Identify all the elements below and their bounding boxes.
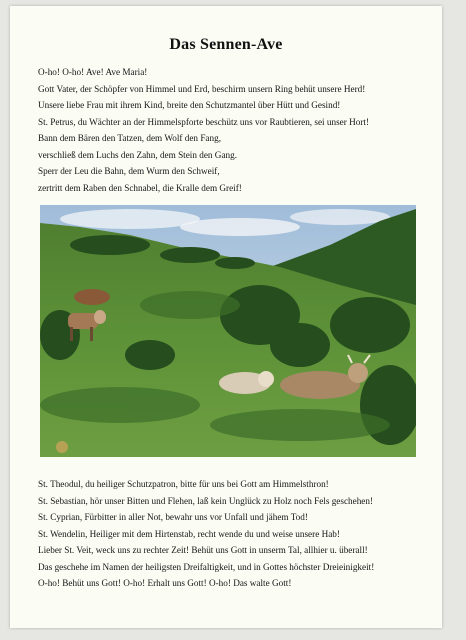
- poem-title: Das Sennen-Ave: [169, 36, 283, 53]
- verse-line: Bann dem Bären den Tatzen, dem Wolf den Fang,: [38, 133, 221, 143]
- cows-on-meadow-image: [40, 205, 416, 457]
- verse-line: St. Wendelin, Heiliger mit dem Hirtenstab, recht wende du und weise unsere Hab!: [38, 528, 340, 539]
- verse-line: O-ho! O-ho! Ave! Ave Maria!: [38, 67, 148, 77]
- top-verse: [38, 64, 438, 196]
- verse-line: St. Sebastian, hör unser Bitten und Flehen, laß kein Unglück zu Holz noch Fels geschehen!: [38, 495, 374, 506]
- postcard: [10, 6, 442, 628]
- verse-line: St. Theodul, du heiliger Schutzpatron, bitte für uns bei Gott am Himmelsthron!: [38, 479, 329, 489]
- verse-line: O-ho! Behüt uns Gott! O-ho! Erhalt uns Gott! O-ho! Das walte Gott!: [38, 578, 292, 588]
- verse-line: Sperr der Leu die Bahn, dem Wurm den Schweif,: [38, 166, 220, 176]
- verse-line: Unsere liebe Frau mit ihrem Kind, breite den Schutzmantel über Hütt und Gesind!: [38, 100, 341, 110]
- verse-line: verschließ dem Luchs den Zahn, dem Stein den Gang.: [38, 149, 238, 160]
- verse-line: St. Petrus, du Wächter an der Himmelspforte beschütz uns vor Raubtieren, sei unser Hort!: [38, 116, 370, 127]
- bottom-verse: [38, 476, 438, 592]
- verse-line: Lieber St. Veit, weck uns zu rechter Zeit! Behüt uns Gott in unserm Tal, allhier u. überall!: [38, 545, 368, 555]
- verse-line: Gott Vater, der Schöpfer von Himmel und Erd, beschirm unsern Ring behüt unsere Herd!: [38, 83, 366, 94]
- verse-line: St. Cyprian, Fürbitter in aller Not, bewahr uns vor Unfall und jähem Tod!: [38, 512, 308, 522]
- alpine-meadow-photo: [40, 205, 416, 457]
- verse-line: zertritt dem Raben den Schnabel, die Kralle dem Greif!: [38, 182, 242, 193]
- verse-line: Das geschehe im Namen der heiligsten Dreifaltigkeit, und in Gottes höchster Dreieinigkeit!: [38, 561, 375, 572]
